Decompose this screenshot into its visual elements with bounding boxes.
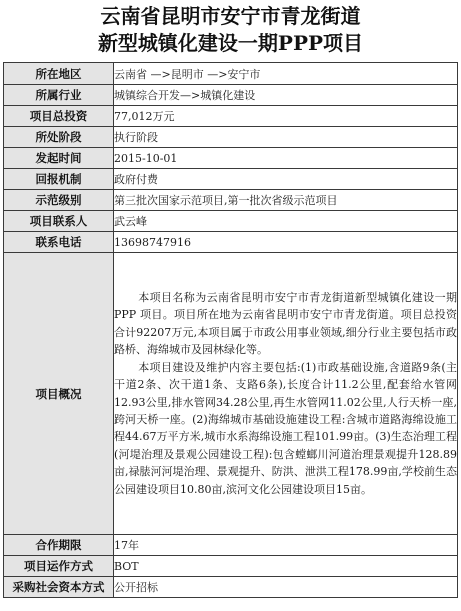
row-contact-person bbox=[4, 211, 458, 232]
region-value: 云南省 —>昆明市 —>安宁市 bbox=[114, 63, 458, 85]
stage-label: 所处阶段 bbox=[4, 127, 114, 148]
demo-level-label: 示范级别 bbox=[4, 190, 114, 211]
cooperation-period-value: 17年 bbox=[114, 535, 458, 556]
row-industry bbox=[4, 85, 458, 106]
region-label: 所在地区 bbox=[4, 63, 114, 85]
overview-paragraph-2: 本项目建设及维护内容主要包括:(1)市政基础设施,含道路9条(主干道2条、次干道1条、支路6条),长度合计11.2公里,配套给水管网12.93公里,排水管网34.28公里,再生水管网11.02公里,人行天桥一座,跨河天桥一座。(2)海绵城市基础设施建设工程:含城市道路海绵设施工程44.67万平方米,城市水系海绵设施工程101.99亩。(3)生态治理工程(河堤治理及景观公园建设工程):包含螳螂川河道治理景观提升128.89亩,禄脿河河堤治理、景观提升、防洪、泄洪工程178.99亩,学校前生态公园建设项目10.80亩,滨河文化公园建设项目15亩。 bbox=[114, 360, 457, 496]
contact-person-value: 武云峰 bbox=[114, 211, 458, 232]
industry-value: 城镇综合开发—>城镇化建设 bbox=[114, 85, 458, 106]
row-stage bbox=[4, 127, 458, 148]
row-demo-level bbox=[4, 190, 458, 211]
stage-value: 执行阶段 bbox=[114, 127, 458, 148]
procurement-method-value: 公开招标 bbox=[114, 577, 458, 598]
start-date-label: 发起时间 bbox=[4, 148, 114, 169]
row-start-date bbox=[4, 148, 458, 169]
total-investment-value: 77,012万元 bbox=[114, 106, 458, 127]
row-procurement-method bbox=[4, 577, 458, 598]
row-contact-phone bbox=[4, 232, 458, 253]
row-return-mechanism bbox=[4, 169, 458, 190]
return-mechanism-label: 回报机制 bbox=[4, 169, 114, 190]
cooperation-period-label: 合作期限 bbox=[4, 535, 114, 556]
title-line-1: 云南省昆明市安宁市青龙街道 bbox=[100, 4, 361, 28]
overview-label: 项目概况 bbox=[4, 253, 114, 535]
row-operation-mode bbox=[4, 556, 458, 577]
overview-paragraph-1: 本项目名称为云南省昆明市安宁市青龙街道新型城镇化建设一期 PPP 项目。项目所在地为云南省昆明市安宁市青龙街道。项目总投资合计92207万元,本项目属于市政公用事业领域,细分行业主要包括市政路桥、海绵城市及园林绿化等。 bbox=[114, 291, 457, 357]
procurement-method-label: 采购社会资本方式 bbox=[4, 577, 114, 598]
project-info-table bbox=[3, 62, 458, 598]
operation-mode-value: BOT bbox=[114, 556, 458, 577]
total-investment-label: 项目总投资 bbox=[4, 106, 114, 127]
row-cooperation-period bbox=[4, 535, 458, 556]
contact-phone-value: 13698747916 bbox=[114, 232, 458, 253]
contact-phone-label: 联系电话 bbox=[4, 232, 114, 253]
demo-level-value: 第三批次国家示范项目,第一批次省级示范项目 bbox=[114, 190, 458, 211]
row-overview bbox=[4, 253, 458, 535]
row-region bbox=[4, 63, 458, 85]
contact-person-label: 项目联系人 bbox=[4, 211, 114, 232]
operation-mode-label: 项目运作方式 bbox=[4, 556, 114, 577]
row-total-investment bbox=[4, 106, 458, 127]
industry-label: 所属行业 bbox=[4, 85, 114, 106]
title-line-2: 新型城镇化建设一期PPP项目 bbox=[97, 31, 364, 55]
overview-text bbox=[114, 253, 458, 535]
document-title bbox=[0, 0, 461, 62]
return-mechanism-value: 政府付费 bbox=[114, 169, 458, 190]
start-date-value: 2015-10-01 bbox=[114, 148, 458, 169]
